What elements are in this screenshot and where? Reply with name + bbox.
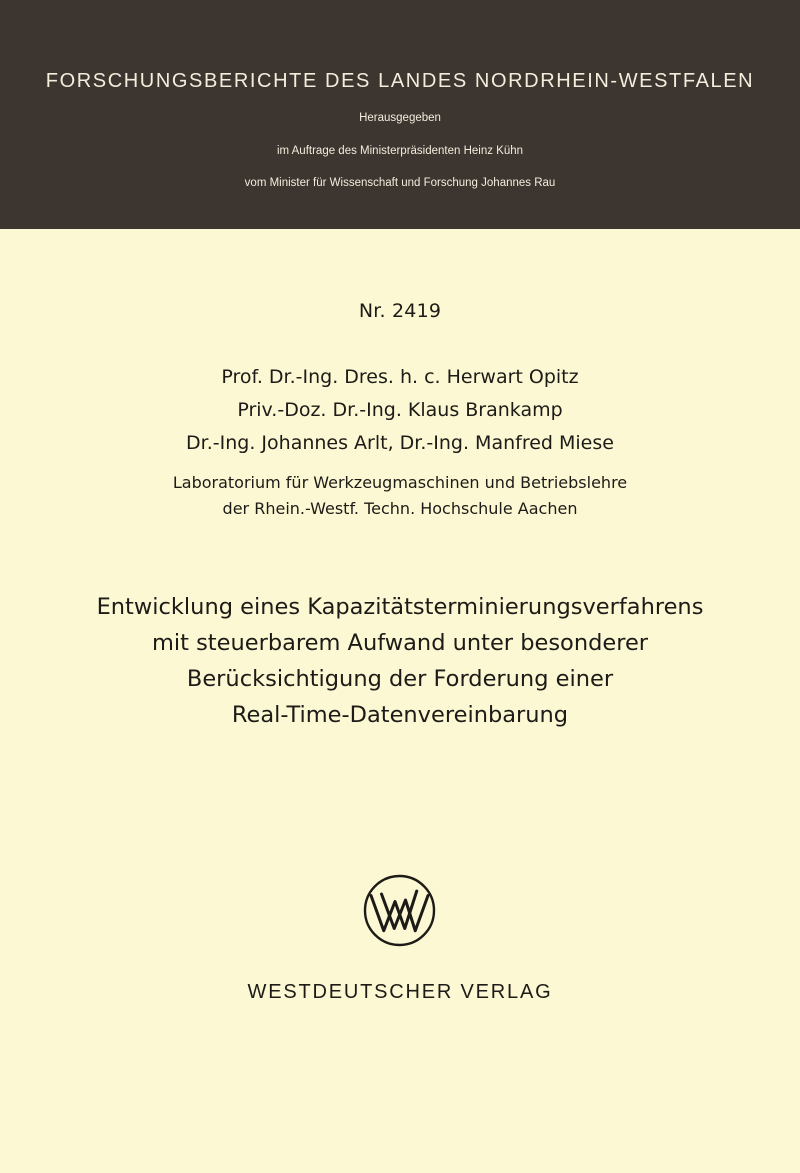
author-line-1: Prof. Dr.-Ing. Dres. h. c. Herwart Opitz xyxy=(221,366,579,388)
report-title-line-2: mit steuerbarem Aufwand unter besonderer xyxy=(151,630,649,656)
institute-line-2: der Rhein.-Westf. Techn. Hochschule Aachen xyxy=(222,499,578,518)
report-title-line-4: Real-Time-Datenvereinbarung xyxy=(231,702,569,728)
publisher-logo-icon xyxy=(362,873,437,948)
editor-line-minister: vom Minister für Wissenschaft und Forschung Johannes Rau xyxy=(244,177,556,189)
editor-line-published-by: Herausgegeben xyxy=(359,112,441,124)
publisher-name: WESTDEUTSCHER VERLAG xyxy=(247,981,553,1003)
report-title-line-1: Entwicklung eines Kapazitätsterminierungsverfahrens xyxy=(96,594,704,620)
author-line-2: Priv.-Doz. Dr.-Ing. Klaus Brankamp xyxy=(237,399,563,421)
series-title: FORSCHUNGSBERICHTE DES LANDES NORDRHEIN-WESTFALEN xyxy=(45,70,755,92)
institute-line-1: Laboratorium für Werkzeugmaschinen und Betriebslehre xyxy=(172,473,628,492)
editor-line-commissioned-by: im Auftrage des Ministerpräsidenten Heinz Kühn xyxy=(276,145,524,157)
series-header-band xyxy=(0,0,800,229)
issue-number: Nr. 2419 xyxy=(358,300,442,322)
report-title-line-3: Berücksichtigung der Forderung einer xyxy=(186,666,614,692)
author-line-3: Dr.-Ing. Johannes Arlt, Dr.-Ing. Manfred Miese xyxy=(186,432,614,454)
